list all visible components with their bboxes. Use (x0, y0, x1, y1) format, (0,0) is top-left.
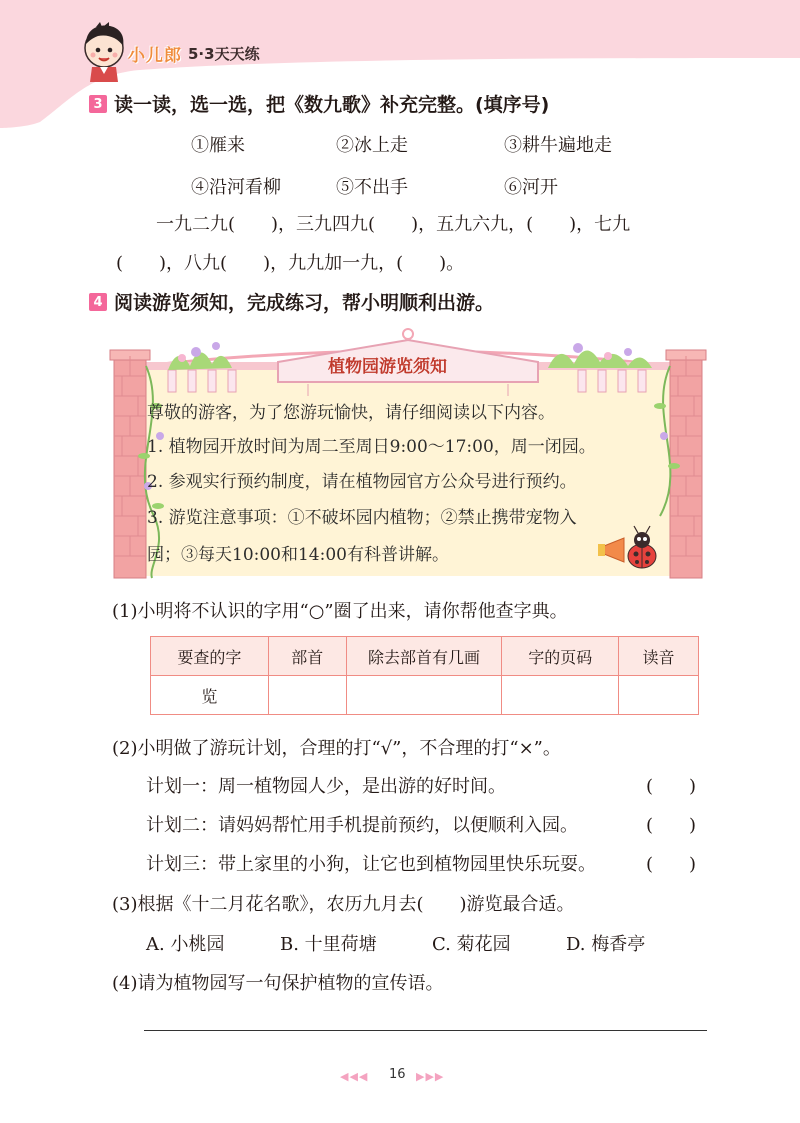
choice-c[interactable]: C. 菊花园 (432, 934, 511, 955)
question-3-number: 3 (89, 95, 107, 113)
notice-item-3-line-2: 园；③每天10:00和14:00有科普讲解。 (147, 545, 449, 565)
notice-item-2: 2. 参观实行预约制度，请在植物园官方公众号进行预约。 (147, 472, 577, 492)
table-row (151, 676, 699, 715)
choice-a[interactable]: A. 小桃园 (146, 934, 225, 955)
part-4-prompt: (4)请为植物园写一句保护植物的宣传语。 (112, 973, 444, 994)
footer-left-arrows: ◀◀◀ (340, 1070, 369, 1083)
page-number: 16 (389, 1067, 406, 1082)
answer-writing-line[interactable] (144, 1030, 707, 1031)
option-2: ②冰上走 (336, 135, 408, 156)
plan-1-answer-box[interactable]: ( ) (646, 776, 697, 797)
notice-greeting: 尊敬的游客，为了您游玩愉快，请仔细阅读以下内容。 (147, 403, 555, 423)
radical-answer-cell[interactable] (268, 676, 346, 715)
plan-2-answer-box[interactable]: ( ) (646, 815, 697, 836)
question-3-title: 读一读，选一选，把《数九歌》补充完整。(填序号) (114, 94, 550, 116)
board-sign-title: 植物园游览须知 (328, 357, 447, 377)
header-cell: 读音 (619, 637, 699, 676)
header-cell: 除去部首有几画 (346, 637, 502, 676)
page-number-answer-cell[interactable] (502, 676, 619, 715)
option-5: ⑤不出手 (336, 177, 408, 198)
dictionary-lookup-table (150, 636, 699, 715)
choice-b[interactable]: B. 十里荷塘 (280, 934, 377, 955)
part-3-prompt: (3)根据《十二月花名歌》，农历九月去( )游览最合适。 (112, 894, 575, 915)
option-4: ④沿河看柳 (191, 177, 281, 198)
series-title: 5·3天天练 (188, 44, 260, 63)
pronunciation-answer-cell[interactable] (619, 676, 699, 715)
header-cell: 部首 (268, 637, 346, 676)
option-1: ①雁来 (191, 135, 245, 156)
jiujiu-song-line-2: ( )，八九( )，九九加一九，( )。 (116, 253, 465, 274)
question-4-number: 4 (89, 293, 107, 311)
plan-3-answer-box[interactable]: ( ) (646, 854, 697, 875)
character-cell: 览 (151, 676, 269, 715)
plan-2: 计划二：请妈妈帮忙用手机提前预约，以便顺利入园。 (146, 815, 578, 836)
brand (128, 40, 260, 66)
brand-logo: 小儿郎 (128, 45, 182, 66)
option-3: ③耕牛遍地走 (504, 135, 612, 156)
stroke-count-answer-cell[interactable] (346, 676, 502, 715)
choice-d[interactable]: D. 梅香亭 (566, 934, 646, 955)
header-cell: 要查的字 (151, 637, 269, 676)
part-2-prompt: (2)小明做了游玩计划，合理的打“√”，不合理的打“×”。 (112, 738, 561, 759)
table-header-row (151, 637, 699, 676)
jiujiu-song-line-1: 一九二九( )，三九四九( )，五九六九，( )，七九 (156, 214, 631, 235)
notice-item-1: 1. 植物园开放时间为周二至周日9:00～17:00，周一闭园。 (147, 437, 596, 457)
notice-item-3-line-1: 3. 游览注意事项：①不破坏园内植物；②禁止携带宠物入 (147, 508, 577, 528)
part-1-prompt: (1)小明将不认识的字用“○”圈了出来，请你帮他查字典。 (112, 601, 568, 622)
header-cell: 字的页码 (502, 637, 619, 676)
mascot-boy-icon (78, 22, 128, 82)
plan-1: 计划一：周一植物园人少，是出游的好时间。 (146, 776, 506, 797)
plan-3: 计划三：带上家里的小狗，让它也到植物园里快乐玩耍。 (146, 854, 596, 875)
option-6: ⑥河开 (504, 177, 558, 198)
footer-right-arrows: ▶▶▶ (416, 1070, 445, 1083)
question-4-title: 阅读游览须知，完成练习，帮小明顺利出游。 (114, 292, 495, 314)
